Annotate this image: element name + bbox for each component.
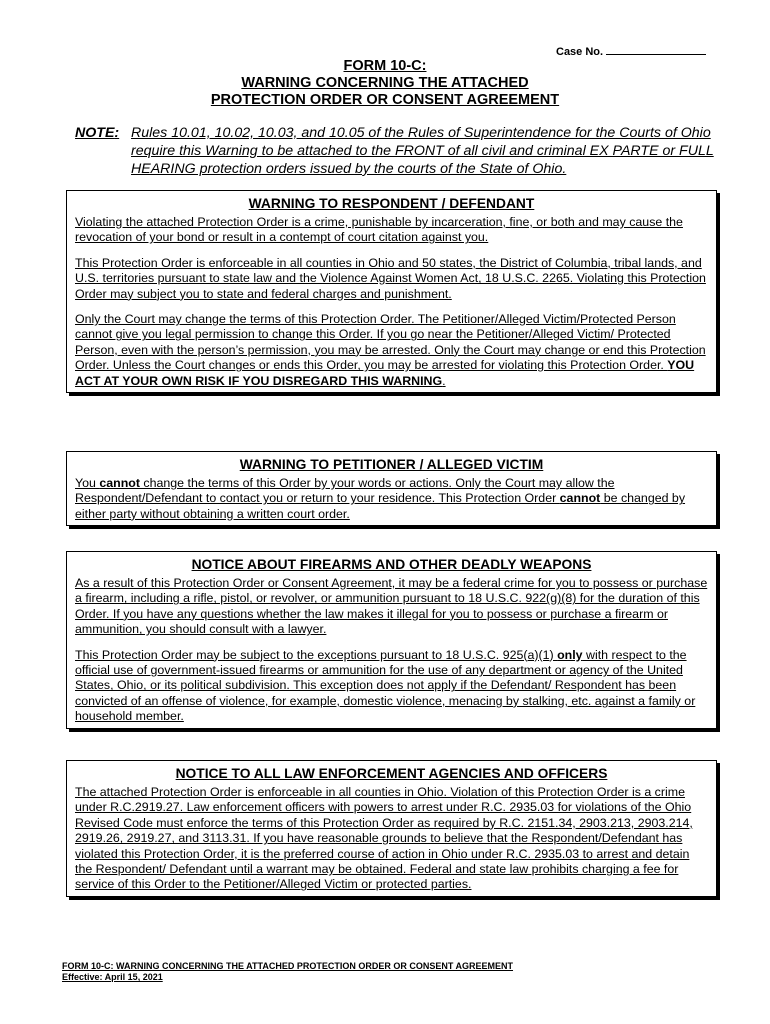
- form-title: [0, 58, 770, 109]
- petitioner-text-a: You: [75, 476, 100, 490]
- respondent-paragraph-2: This Protection Order is enforceable in all counties in Ohio and 50 states, the District of Columbia, tribal lands, and U.S. territories pursuant to state law and the Violence Against Women Act, 18 U.S.C. 2265. Violating this Protection Order may subject you to state and federal charges and punishment.: [75, 255, 706, 301]
- firearms-heading: NOTICE ABOUT FIREARMS AND OTHER DEADLY WEAPONS: [191, 557, 592, 572]
- case-number: [556, 44, 706, 58]
- firearms-notice-box: [66, 551, 717, 729]
- firearms-text-c: with respect to the official use of government-issued firearms or ammunition for the use of any department or agency of the United States, Ohio, or its political subdivision. This exception does not apply if the Defendant/ Respondent has been convicted of an offense of violence, for example, domestic violence, menacing by stalking, etc. against a family or household member.: [75, 647, 696, 724]
- firearms-paragraph-2: [75, 648, 708, 725]
- petitioner-warning-box: [66, 451, 717, 526]
- firearms-text-a: This Protection Order may be subject to the exceptions pursuant to 18 U.S.C. 925(a)(1): [75, 647, 558, 662]
- law-enforcement-notice-box: [66, 760, 717, 897]
- note-label: NOTE: [75, 125, 115, 141]
- respondent-paragraph-3: [75, 312, 708, 389]
- petitioner-text-c: change the terms of this Order by your words or actions. Only the Court may allow the Respondent/Defendant to contact you or return to your residence. This Protection Order: [75, 476, 615, 506]
- petitioner-text-e: be changed by either party without obtaining a written court order.: [75, 491, 686, 521]
- case-number-label: Case No.: [556, 46, 604, 58]
- respondent-warning-box: [66, 190, 717, 393]
- law-enforcement-heading: NOTICE TO ALL LAW ENFORCEMENT AGENCIES AND OFFICERS: [175, 766, 608, 781]
- respondent-risk-warning: YOU ACT AT YOUR OWN RISK IF YOU DISREGARD THIS WARNING: [75, 358, 695, 388]
- footer-effective-date: Effective: April 15, 2021: [62, 972, 163, 982]
- respondent-paragraph-1: Violating the attached Protection Order is a crime, punishable by incarceration, fine, or both and may cause the revocation of your bond or result in a contempt of court citation against you.: [75, 215, 683, 245]
- petitioner-cannot-2: cannot: [559, 491, 601, 506]
- petitioner-heading: WARNING TO PETITIONER / ALLEGED VICTIM: [239, 457, 544, 472]
- title-line-3: PROTECTION ORDER OR CONSENT AGREEMENT: [210, 92, 560, 108]
- title-line-2: WARNING CONCERNING THE ATTACHED: [241, 75, 529, 91]
- respondent-paragraph-3-end: .: [442, 373, 446, 388]
- firearms-paragraph-1: As a result of this Protection Order or Consent Agreement, it may be a federal crime for you to possess or purchase a firearm, including a rifle, pistol, or revolver, or ammunition pursuant to 18 U.S.C. 922(g)(8) for the duration of this Order. If you have any questions whether the law makes it illegal for you to possess or purchase a firearm or ammunition, you should consult with a lawyer.: [75, 576, 708, 637]
- respondent-paragraph-3-text: Only the Court may change the terms of this Protection Order. The Petitioner/Alleged Victim/Protected Person cannot give you legal permission to change this Order. If you go near the Petitioner/Alleged Victim/ Protected Person, even with the person’s permission, you may be arrested. Only the Court may change or end this Protection Order. Unless the Court changes or ends this Order, you may be arrested for violating this Protection Order.: [75, 312, 706, 373]
- note-text: Rules 10.01, 10.02, 10.03, and 10.05 of the Rules of Superintendence for the Courts of Ohio require this Warning to be attached to the FRONT of all civil and criminal EX PARTE or FULL HEARING protection orders issued by the courts of the State of Ohio.: [131, 125, 714, 177]
- respondent-heading: WARNING TO RESPONDENT / DEFENDANT: [248, 196, 535, 211]
- page-footer: [62, 961, 513, 983]
- petitioner-cannot-1: cannot: [99, 476, 140, 490]
- case-number-field[interactable]: [606, 44, 706, 55]
- law-enforcement-paragraph: The attached Protection Order is enforceable in all counties in Ohio. Violation of this Protection Order is a crime under R.C.2919.27. Law enforcement officers with powers to arrest under R.C. 2935.03 for violations of the Ohio Revised Code must enforce the terms of this Protection Order as required by R.C. 2151.34, 2903.213, 2903.214, 2919.26, 2919.27, and 3113.31. If you have reasonable grounds to believe that the Respondent/Defendant has violated this Protection Order, it is the preferred course of action in Ohio under R.C. 2935.03 to arrest and detain the Respondent/ Defendant until a warrant may be obtained. Federal and state law prohibits charging a fee for service of this Order to the Petitioner/Alleged Victim or protected parties.: [75, 785, 693, 892]
- note: NOTE: Rules 10.01, 10.02, 10.03, and 10.05 of the Rules of Superintendence for the Courts of Ohio require this Warning to be attached to the FRONT of all civil and criminal EX PARTE or FULL HEARING protection orders issued by the courts of the State of Ohio.: [75, 124, 725, 142]
- petitioner-paragraph: [75, 476, 708, 522]
- footer-form-title: FORM 10-C: WARNING CONCERNING THE ATTACHED PROTECTION ORDER OR CONSENT AGREEMENT: [62, 961, 514, 971]
- title-line-1: FORM 10-C:: [343, 58, 427, 74]
- firearms-only: only: [557, 647, 583, 662]
